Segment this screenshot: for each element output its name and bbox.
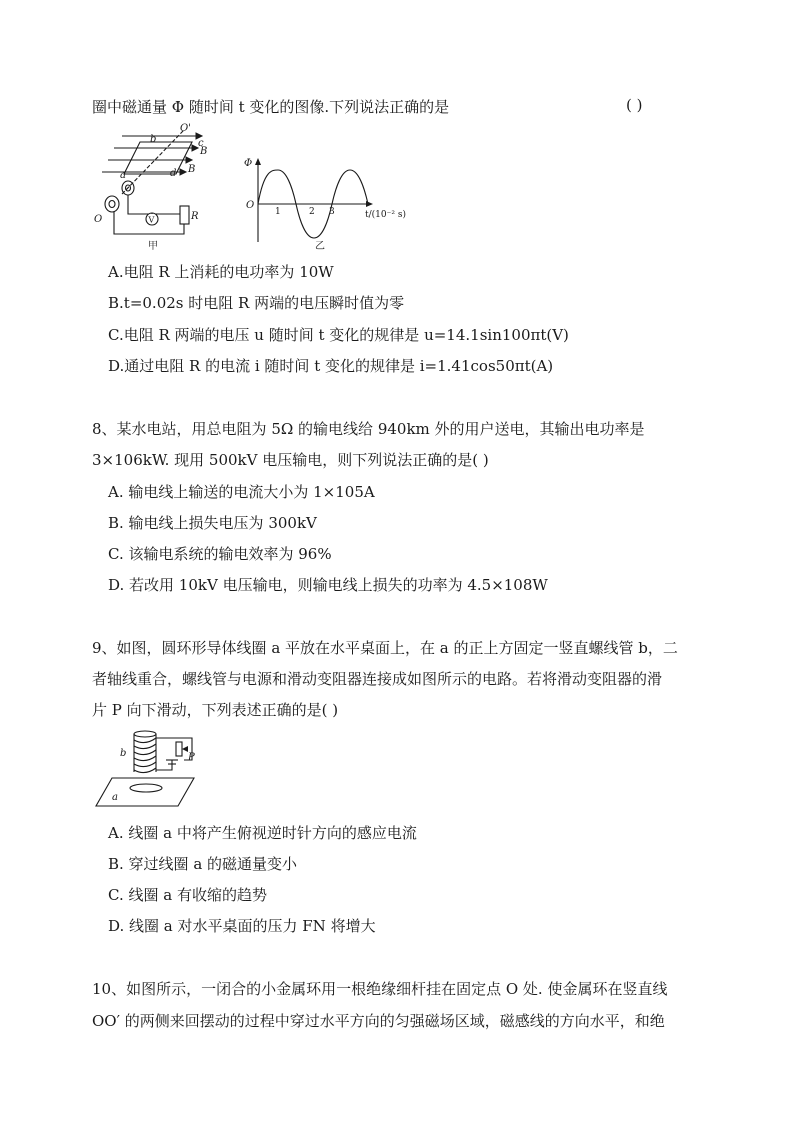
q9-stem-line-2: 者轴线重合，螺线管与电源和滑动变阻器连接成如图所示的电路。若将滑动变阻器的滑	[92, 670, 663, 688]
q8-option-b: B. 输电线上损失电压为 300kV	[108, 514, 317, 532]
q7-graph-tick-1: 1	[275, 207, 281, 217]
q9-label-b: b	[120, 748, 127, 759]
q9-stem-line-3: 片 P 向下滑动，下列表述正确的是( )	[92, 701, 339, 719]
q7-graph-origin: O	[246, 200, 255, 211]
q7-label-o-prime-top: O'	[180, 123, 191, 134]
q10-stem-line-2: OO′ 的两侧来回摆动的过程中穿过水平方向的匀强磁场区域，磁感线的方向水平，和绝	[92, 1012, 665, 1030]
q7-graph-x-label: t/(10⁻² s)	[365, 210, 406, 220]
q9-option-a: A. 线圈 a 中将产生俯视逆时针方向的感应电流	[108, 824, 417, 842]
q7-figure-flux-graph	[240, 156, 410, 252]
q7-label-B-2: B	[188, 164, 196, 175]
q9-option-c: C. 线圈 a 有收缩的趋势	[108, 886, 267, 904]
q7-graph-y-label: Φ	[244, 158, 253, 169]
q7-figure-generator	[92, 122, 232, 252]
q8-option-a: A. 输电线上输送的电流大小为 1×105A	[108, 483, 375, 501]
q7-label-resistor: R	[191, 211, 199, 222]
q8-stem-line-1: 8、某水电站，用总电阻为 5Ω 的输电线给 940km 外的用户送电，其输出电功率是	[92, 420, 645, 438]
q9-figure-solenoid	[94, 726, 204, 810]
q8-option-c: C. 该输电系统的输电效率为 96%	[108, 545, 332, 563]
q7-label-a: a	[120, 170, 126, 181]
q9-label-p: P	[188, 752, 195, 763]
q7-label-o-left: O	[94, 214, 103, 225]
q7-graph-tick-2: 2	[309, 207, 315, 217]
q10-stem-line-1: 10、如图所示，一闭合的小金属环用一根绝缘细杆挂在固定点 O 处. 使金属环在竖直线	[92, 980, 668, 998]
q9-option-d: D. 线圈 a 对水平桌面的压力 FN 将增大	[108, 917, 376, 935]
q7-option-d: D.通过电阻 R 的电流 i 随时间 t 变化的规律是 i=1.41cos50πt(A)	[108, 357, 554, 375]
q7-option-a: A.电阻 R 上消耗的电功率为 10W	[108, 263, 334, 281]
q7-label-b: b	[150, 134, 157, 145]
q8-option-d: D. 若改用 10kV 电压输电，则输电线上损失的功率为 4.5×108W	[108, 576, 548, 594]
q8-stem-line-2: 3×106kW. 现用 500kV 电压输电，则下列说法正确的是( )	[92, 451, 489, 469]
q7-caption-yi: 乙	[315, 241, 325, 252]
q7-label-B-1: B	[200, 146, 208, 157]
q9-label-a: a	[112, 792, 118, 803]
q7-label-d: d	[170, 168, 177, 179]
q7-option-c: C.电阻 R 两端的电压 u 随时间 t 变化的规律是 u=14.1sin100πt(V)	[108, 326, 569, 344]
q7-answer-paren: ( )	[626, 96, 643, 114]
q7-graph-tick-3: 3	[329, 207, 335, 217]
q7-option-b: B.t=0.02s 时电阻 R 两端的电压瞬时值为零	[108, 294, 405, 312]
q7-label-c: c	[198, 138, 204, 149]
q9-stem-line-1: 9、如图，圆环形导体线圈 a 平放在水平桌面上，在 a 的正上方固定一竖直螺线管 b，二	[92, 639, 678, 657]
q7-label-voltmeter: V	[148, 215, 155, 225]
q7-caption-jia: 甲	[148, 241, 158, 252]
q7-stem-tail: 圈中磁通量 Φ 随时间 t 变化的图像.下列说法正确的是	[92, 98, 450, 116]
q9-option-b: B. 穿过线圈 a 的磁通量变小	[108, 855, 298, 873]
